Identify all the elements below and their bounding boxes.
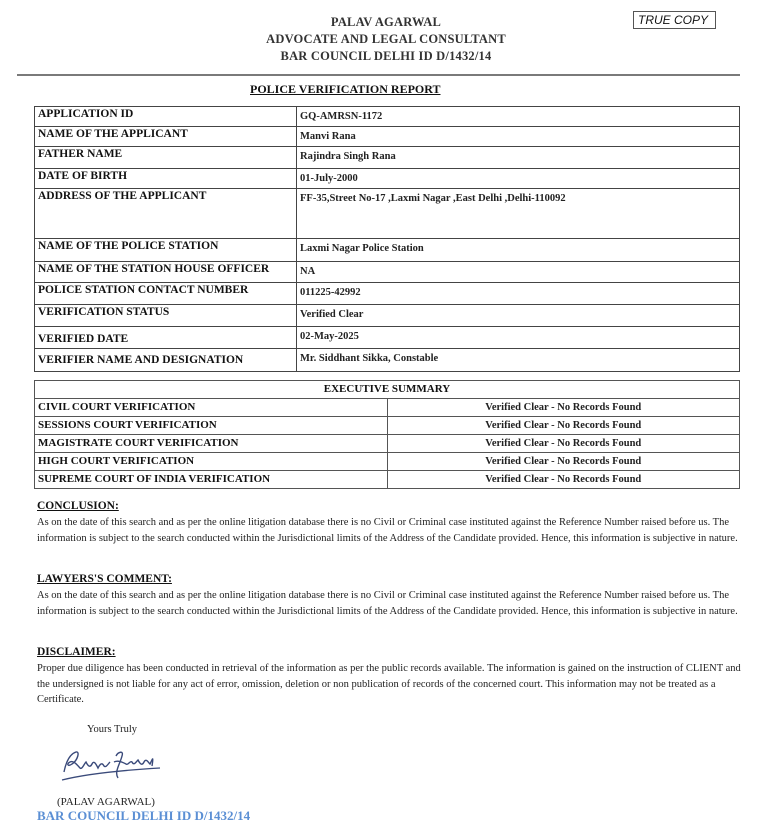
table-row [35,471,740,489]
court-label: MAGISTRATE COURT VERIFICATION [35,435,388,453]
detail-value: 02-May-2025 [297,327,740,349]
true-copy-stamp: TRUE COPY [633,11,716,29]
detail-label: DATE OF BIRTH [35,169,297,189]
table-row [35,189,740,239]
letterhead-name: PALAV AGARWAL [330,15,442,29]
letterhead-bar-id: BAR COUNCIL DELHI ID D/1432/14 [280,49,492,63]
detail-value: NA [297,262,740,283]
lawyers-comment-section [37,572,743,619]
court-label: SUPREME COURT OF INDIA VERIFICATION [35,471,388,489]
lawyers-comment-title: LAWYERS'S COMMENT: [37,573,172,585]
letterhead-title: ADVOCATE AND LEGAL CONSULTANT [266,32,506,46]
table-row [35,327,740,349]
table-header-row [35,381,740,399]
detail-label: NAME OF THE APPLICANT [35,127,297,147]
court-status: Verified Clear - No Records Found [387,417,740,435]
detail-value: Laxmi Nagar Police Station [297,239,740,262]
detail-label: VERIFIER NAME AND DESIGNATION [35,349,297,372]
detail-value: Manvi Rana [297,127,740,147]
details-table [34,106,740,372]
table-row [35,127,740,147]
table-row [35,349,740,372]
table-row [35,435,740,453]
executive-summary-table [34,380,740,489]
detail-label: ADDRESS OF THE APPLICANT [35,189,297,239]
signature-icon [56,742,166,792]
detail-label: VERIFICATION STATUS [35,305,297,327]
detail-value: FF-35,Street No-17 ,Laxmi Nagar ,East Delhi ,Delhi-110092 [297,189,740,239]
detail-label: FATHER NAME [35,147,297,169]
table-row [35,305,740,327]
detail-label: NAME OF THE STATION HOUSE OFFICER [35,262,297,283]
table-row [35,417,740,435]
table-row [35,147,740,169]
detail-value: Verified Clear [297,305,740,327]
disclaimer-body: Proper due diligence has been conducted in retrieval of the information as per the public records available. The information is gained on the instruction of CLIENT and the undersigned is not liable for any act of error, omission, deletion or non publication of records of the concerned court. This information may not be treated as a Certificate. [37,663,741,706]
report-title: POLICE VERIFICATION REPORT [250,82,441,96]
detail-value: GQ-AMRSN-1172 [297,107,740,127]
disclaimer-section [37,645,743,708]
conclusion-body: As on the date of this search and as per the online litigation database there is no Civil or Criminal case instituted against the Reference Number raised before us. The information is subject to the search conducted within the Jurisdictional limits of the Address of the Candidate provided. Hence, this information is subjective in nature. [37,517,738,544]
disclaimer-title: DISCLAIMER: [37,646,116,658]
detail-value: Rajindra Singh Rana [297,147,740,169]
header-divider [17,74,740,76]
detail-label: POLICE STATION CONTACT NUMBER [35,283,297,305]
court-status: Verified Clear - No Records Found [387,435,740,453]
table-row [35,169,740,189]
court-label: CIVIL COURT VERIFICATION [35,399,388,417]
court-label: SESSIONS COURT VERIFICATION [35,417,388,435]
table-row [35,239,740,262]
signatory-name: (PALAV AGARWAL) [57,796,155,808]
closing-text: Yours Truly [87,724,138,735]
table-row [35,453,740,471]
table-row [35,107,740,127]
conclusion-section [37,499,743,546]
court-status: Verified Clear - No Records Found [387,471,740,489]
detail-label: NAME OF THE POLICE STATION [35,239,297,262]
court-status: Verified Clear - No Records Found [387,399,740,417]
detail-label: VERIFIED DATE [35,327,297,349]
court-status: Verified Clear - No Records Found [387,453,740,471]
detail-value: 01-July-2000 [297,169,740,189]
table-row [35,262,740,283]
court-label: HIGH COURT VERIFICATION [35,453,388,471]
detail-label: APPLICATION ID [35,107,297,127]
conclusion-title: CONCLUSION: [37,500,119,512]
table-row [35,283,740,305]
detail-value: 011225-42992 [297,283,740,305]
executive-summary-title: EXECUTIVE SUMMARY [35,381,740,399]
signatory-bar-id: BAR COUNCIL DELHI ID D/1432/14 [37,808,251,823]
table-row [35,399,740,417]
detail-value: Mr. Siddhant Sikka, Constable [297,349,740,372]
lawyers-comment-body: As on the date of this search and as per the online litigation database there is no Civil or Criminal case instituted against the Reference Number raised before us. The information is subject to the search conducted within the Jurisdictional limits of the Address of the Candidate provided. Hence, this information is subjective in nature. [37,590,738,617]
